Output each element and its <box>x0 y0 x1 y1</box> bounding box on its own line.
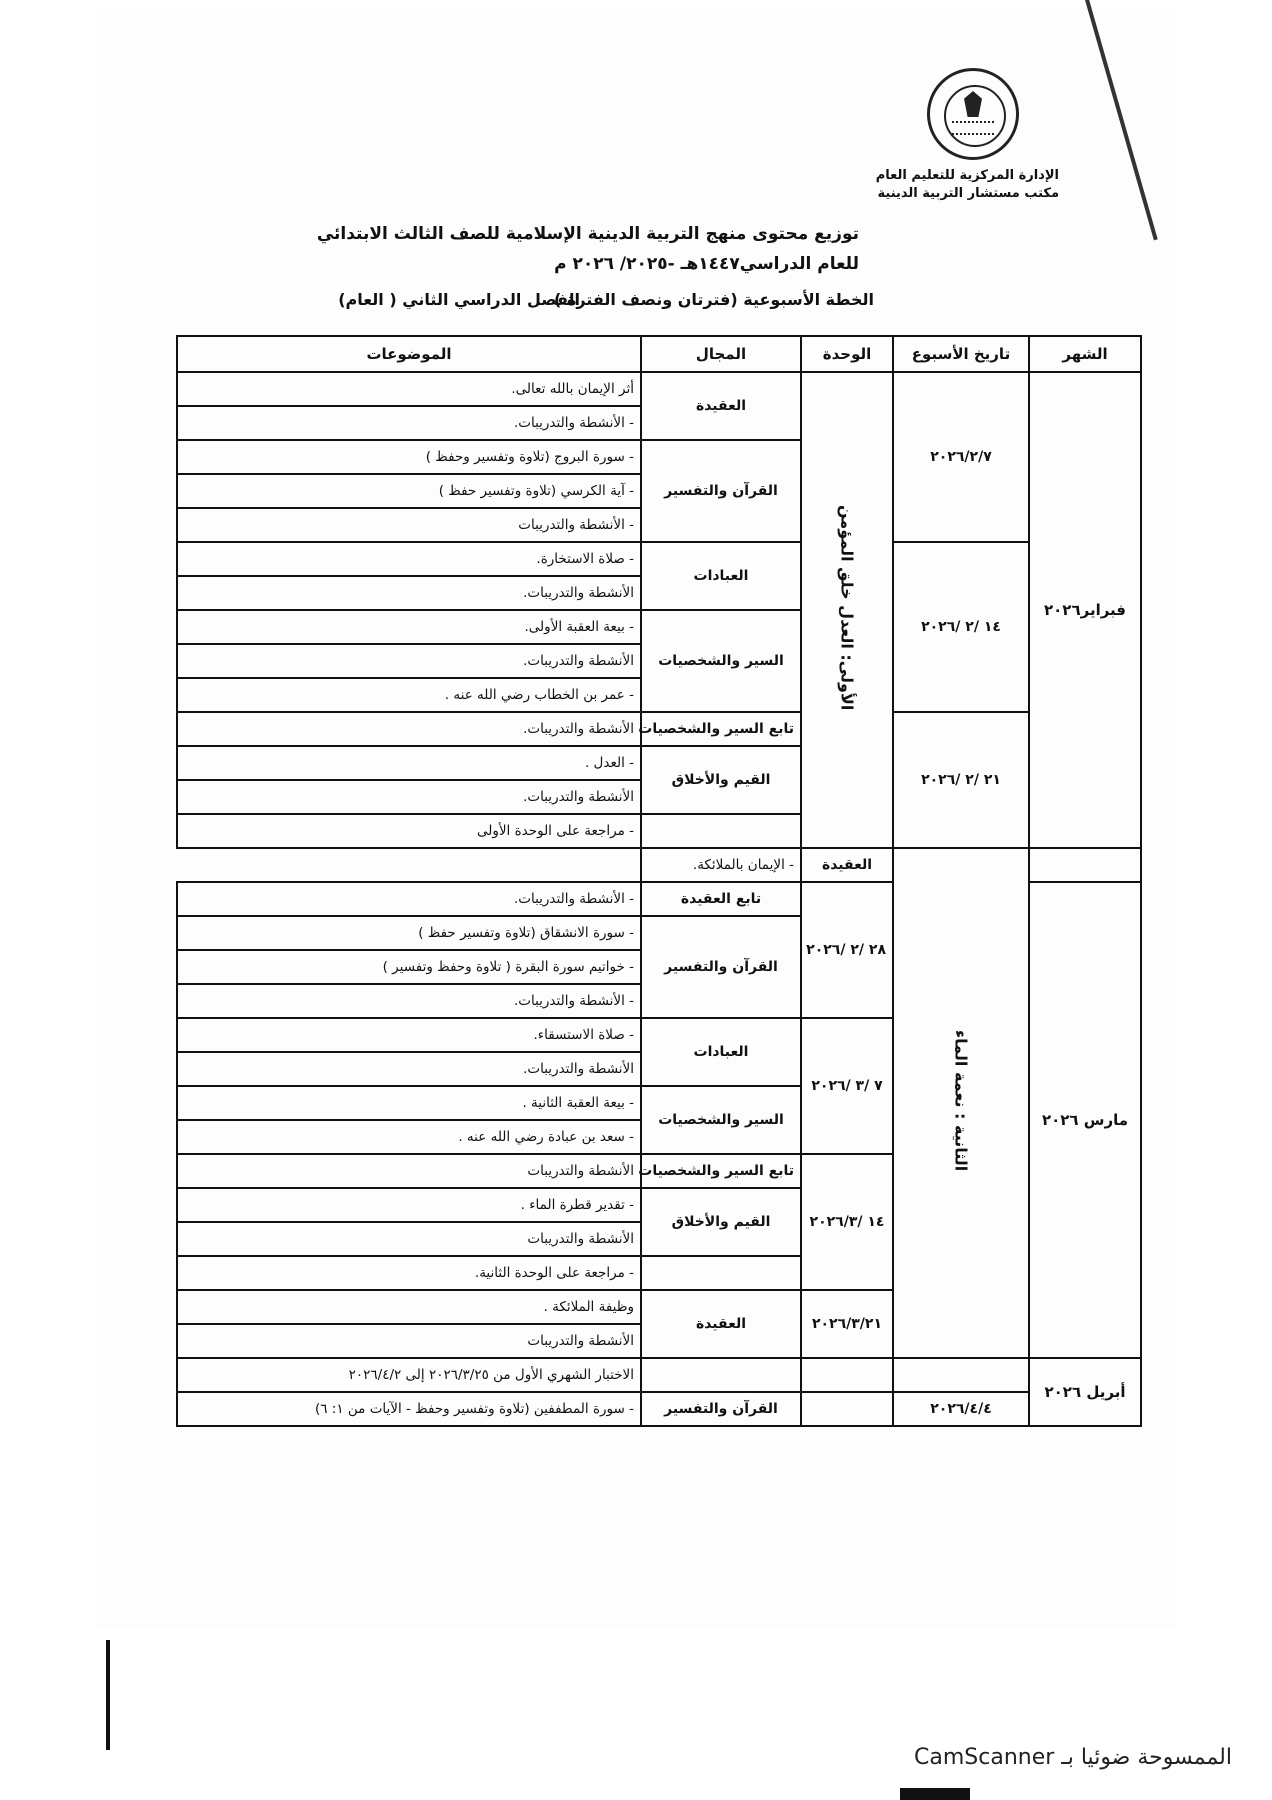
field-cell: العبادات <box>641 1018 801 1086</box>
topic-cell: - الإيمان بالملائكة. <box>641 848 801 882</box>
topic-cell: الأنشطة والتدريبات. <box>177 780 641 814</box>
field-cell: القرآن والتفسير <box>641 916 801 1018</box>
topic-cell: - سعد بن عبادة رضي الله عنه . <box>177 1120 641 1154</box>
topic-cell: أثر الإيمان بالله تعالى. <box>177 372 641 406</box>
field-cell: العقيدة <box>641 372 801 440</box>
field-cell: السير والشخصيات <box>641 1086 801 1154</box>
topic-cell: - بيعة العقبة الأولى. <box>177 610 641 644</box>
field-cell-empty <box>641 1256 801 1290</box>
week-date-cell: ٢١ /٢ /٢٠٢٦ <box>893 712 1029 848</box>
unit-cell-empty <box>801 1358 893 1392</box>
field-cell-empty <box>641 814 801 848</box>
field-cell: السير والشخصيات <box>641 610 801 712</box>
unit-cell <box>801 372 893 848</box>
table-row <box>177 372 1141 406</box>
field-cell: القرآن والتفسير <box>641 440 801 542</box>
field-cell: تابع العقيدة <box>641 882 801 916</box>
table-row <box>177 712 1141 746</box>
topic-cell: - الأنشطة والتدريبات. <box>177 406 641 440</box>
academic-year: للعام الدراسي١٤٤٧هـ -٢٠٢٥/ ٢٠٢٦ م <box>554 254 859 274</box>
topic-cell: - سورة المطففين (تلاوة وتفسير وحفظ - الآيات من ١: ٦) <box>177 1392 641 1426</box>
header-unit: الوحدة <box>801 336 893 372</box>
topic-cell: الأنشطة والتدريبات <box>177 1154 641 1188</box>
topic-cell: - الأنشطة والتدريبات. <box>177 882 641 916</box>
field-cell: العقيدة <box>641 1290 801 1358</box>
topic-cell: - مراجعة على الوحدة الأولى <box>177 814 641 848</box>
table-row <box>177 542 1141 576</box>
topic-cell: الأنشطة والتدريبات. <box>177 576 641 610</box>
field-cell-empty <box>641 1358 801 1392</box>
unit-title: الثانية : نعمة الماء <box>951 1030 971 1172</box>
topic-cell: - صلاة الاستخارة. <box>177 542 641 576</box>
org-name-line2: مكتب مستشار التربية الدينية <box>877 186 1059 201</box>
topic-cell: - عمر بن الخطاب رضي الله عنه . <box>177 678 641 712</box>
field-cell: القيم والأخلاق <box>641 1188 801 1256</box>
unit-title: الأولى: العدل خلق المؤمن <box>837 505 857 711</box>
week-date-cell: ٢٨ /٢ /٢٠٢٦ <box>801 882 893 1018</box>
topic-cell: - مراجعة على الوحدة الثانية. <box>177 1256 641 1290</box>
topic-cell: - العدل . <box>177 746 641 780</box>
week-date-cell-empty <box>893 1358 1029 1392</box>
table-header-row <box>177 336 1141 372</box>
table-row <box>177 1392 1141 1426</box>
plan-type: الخطة الأسبوعية (فترتان ونصف الفترة ) <box>554 290 874 309</box>
header-field: المجال <box>641 336 801 372</box>
week-date-cell: ١٤ /٢ /٢٠٢٦ <box>893 542 1029 712</box>
topic-cell: الأنشطة والتدريبات <box>177 1222 641 1256</box>
weekly-plan-table <box>176 335 1142 1427</box>
week-date-cell: ٢٠٢٦/٣/٢١ <box>801 1290 893 1358</box>
month-cell: مارس ٢٠٢٦ <box>1029 882 1141 1358</box>
topic-cell: - سورة البروج (تلاوة وتفسير وحفظ ) <box>177 440 641 474</box>
topic-cell: - تقدير قطرة الماء . <box>177 1188 641 1222</box>
week-date-cell: ١٤ /٢٠٢٦/٣ <box>801 1154 893 1290</box>
scan-corner-mark <box>900 1788 970 1800</box>
topic-cell: - الأنشطة والتدريبات <box>177 508 641 542</box>
ministry-logo <box>927 68 1019 160</box>
scan-edge-mark <box>106 1640 110 1750</box>
topic-cell: الأنشطة والتدريبات. <box>177 644 641 678</box>
table-row <box>177 1358 1141 1392</box>
scanner-watermark: الممسوحة ضوئيا بـ CamScanner <box>914 1745 1232 1770</box>
unit-cell-empty <box>801 1392 893 1426</box>
field-cell: تابع السير والشخصيات <box>641 712 801 746</box>
week-date-cell: ٧ /٣ /٢٠٢٦ <box>801 1018 893 1154</box>
field-cell: القرآن والتفسير <box>641 1392 801 1426</box>
topic-cell: - خواتيم سورة البقرة ( تلاوة وحفظ وتفسير ) <box>177 950 641 984</box>
header-month: الشهر <box>1029 336 1141 372</box>
topic-cell: الأنشطة والتدريبات. <box>177 1052 641 1086</box>
topic-cell: وظيفة الملائكة . <box>177 1290 641 1324</box>
topic-cell: - صلاة الاستسقاء. <box>177 1018 641 1052</box>
term-label: الفصل الدراسي الثاني ( العام) <box>338 290 580 309</box>
header-week-date: تاريخ الأسبوع <box>893 336 1029 372</box>
week-date-cell-empty <box>1029 848 1141 882</box>
topic-cell: - سورة الانشقاق (تلاوة وتفسير حفظ ) <box>177 916 641 950</box>
document-title: توزيع محتوى منهج التربية الدينية الإسلامية للصف الثالث الابتدائي <box>316 224 859 244</box>
topic-cell: - آية الكرسي (تلاوة وتفسير حفظ ) <box>177 474 641 508</box>
topic-cell: - بيعة العقبة الثانية . <box>177 1086 641 1120</box>
topic-cell: - الأنشطة والتدريبات. <box>177 984 641 1018</box>
header-topics: الموضوعات <box>177 336 641 372</box>
field-cell: القيم والأخلاق <box>641 746 801 814</box>
topic-cell: الاختبار الشهري الأول من ٢٠٢٦/٣/٢٥ إلى ٢٠٢٦/٤/٢ <box>177 1358 641 1392</box>
month-cell: أبريل ٢٠٢٦ <box>1029 1358 1141 1426</box>
month-cell: فبراير٢٠٢٦ <box>1029 372 1141 848</box>
topic-cell: الأنشطة والتدريبات <box>177 1324 641 1358</box>
field-cell: العبادات <box>641 542 801 610</box>
field-cell: تابع السير والشخصيات <box>641 1154 801 1188</box>
week-date-cell: ٢٠٢٦/٢/٧ <box>893 372 1029 542</box>
table-row <box>177 848 1141 882</box>
topic-cell: الأنشطة والتدريبات. <box>177 712 641 746</box>
unit-cell <box>893 848 1029 1358</box>
week-date-cell: ٢٠٢٦/٤/٤ <box>893 1392 1029 1426</box>
field-cell: العقيدة <box>801 848 893 882</box>
org-name-line1: الإدارة المركزية للتعليم العام <box>875 168 1059 183</box>
logo-ring-text <box>952 121 994 135</box>
